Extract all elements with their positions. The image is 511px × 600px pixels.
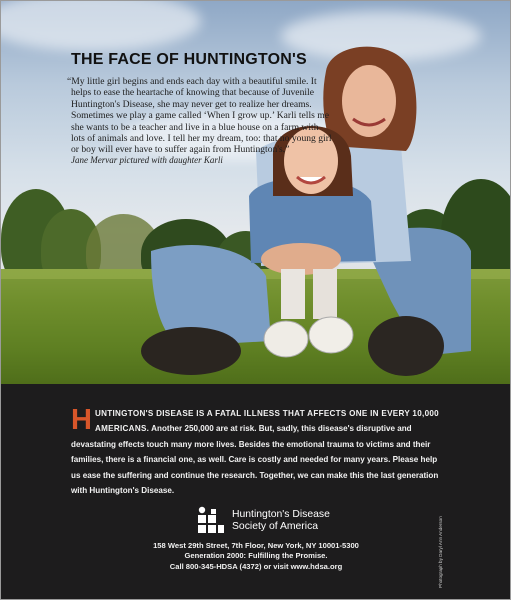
org-name-line1: Huntington's Disease bbox=[232, 508, 330, 520]
org-name bbox=[232, 509, 330, 534]
mother-shoe-left bbox=[141, 327, 241, 375]
hdsa-logo-lockup bbox=[196, 504, 330, 538]
girl-leg-left bbox=[281, 269, 305, 319]
photo-credit: Photograph by Daryl Ann Anderson bbox=[438, 516, 443, 588]
headline: THE FACE OF HUNTINGTON'S bbox=[71, 51, 307, 68]
body-paragraph: Another 250,000 are at risk. But, sadly, this disease's disruptive and devastating effects touch many more lives. Besides the emotional trauma to victims and their families, there is a financial one, as well. Care is costly and needed for many years. Please help us ease the suffering and continue the research. Together, we can make this the last generation with Huntington's Disease. bbox=[71, 424, 439, 496]
hero-photo bbox=[1, 1, 510, 384]
drop-cap: H bbox=[71, 404, 92, 436]
girl-shoe-left bbox=[264, 321, 308, 357]
mother-shoe-right bbox=[368, 316, 444, 376]
org-name-line2: Society of America bbox=[232, 521, 319, 532]
body-lead: UNTINGTON'S DISEASE IS A FATAL ILLNESS THAT AFFECTS ONE IN EVERY 10,000 AMERICANS. bbox=[94, 409, 439, 434]
info-panel bbox=[1, 384, 510, 599]
body-text bbox=[71, 406, 442, 498]
address-line: 158 West 29th Street, 7th Floor, New York, NY 10001-5300 bbox=[153, 541, 359, 550]
photo-caption: Jane Mervar pictured with daughter Karli bbox=[71, 155, 223, 165]
girl-leg-right bbox=[313, 269, 337, 319]
contact-block bbox=[101, 541, 411, 572]
girl-shoe-right bbox=[309, 317, 353, 353]
hdsa-logo-icon bbox=[196, 505, 226, 537]
contact-line: Call 800-345-HDSA (4372) or visit www.hdsa.org bbox=[169, 561, 343, 571]
testimonial-quote: “My little girl begins and ends each day with a beautiful smile. It helps to ease the heartache of knowing that because of Juvenile Huntington's Disease, she may never get to realize her dreams. Sometimes we play a game called ‘When I grow up.’ Karli tells me she wants to be a teacher and live in a blue house on a farm with lots of animals and love. I tell her my dream, too: that no young girl or boy will ever have to suffer again from Huntington's.” bbox=[67, 76, 332, 156]
tagline: Generation 2000: Fulfilling the Promise. bbox=[184, 551, 328, 561]
